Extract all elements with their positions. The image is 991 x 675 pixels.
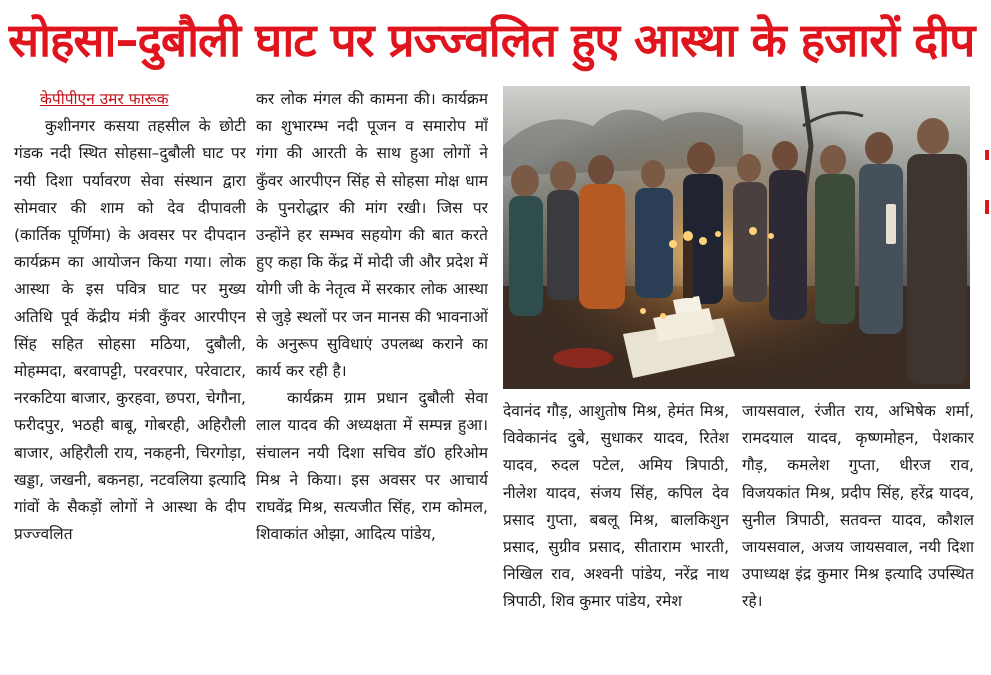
column-2-paragraph-2: कार्यक्रम ग्राम प्रधान दुबौली सेवा लाल यादव की अध्यक्षता में सम्पन्न हुआ। संचालन नयी दिशा सचिव डॉ0 हरिओम मिश्र ने किया। इस अवसर पर आचार्य राघवेंद्र मिश्र, सत्यजीत सिंह, राम कोमल, शिवाकांत ओझा, आदित्य पांडेय, bbox=[256, 389, 488, 544]
column-2-paragraph-1: कर लोक मंगल की कामना की। कार्यक्रम का शुभारम्भ नदी पूजन व समारोप माँ गंगा की आरती के साथ हुआ लोगों ने कुँवर आरपीएन सिंह से सोहसा मोक्ष धाम के पुनरोद्धार की मांग रखी। जिस पर उन्होंने हर सम्भव सहयोग की बात करते हुए कहा कि केंद्र में मोदी जी और प्रदेश में योगी जी के नेतृत्व में सरकार लोक आस्था से जुड़े स्थलों पर जन मानस की भावनाओं के अनुरूप सुविधाएं उपलब्ध कराने का कार्य कर रही है। bbox=[256, 90, 488, 381]
column-4-text: जायसवाल, रंजीत राय, अभिषेक शर्मा, रामदयाल यादव, कृष्णमोहन, पेशकार गौड़, कमलेश गुप्ता, धीरज राव, विजयकांत मिश्र, प्रदीप सिंह, हरेंद्र यादव, सुनील त्रिपाठी, सतवन्त यादव, कौशल जायसवाल, अजय जायसवाल, नयी दिशा उपाध्यक्ष इंद्र कुमार मिश्र इत्यादि उपस्थित रहे। bbox=[742, 402, 974, 611]
column-3-text: देवानंद गौड़, आशुतोष मिश्र, हेमंत मिश्र, विवेकानंद दुबे, सुधाकर यादव, रितेश यादव, रुदल पटेल, अमिय त्रिपाठी, नीलेश यादव, संजय सिंह, कपिल देव प्रसाद गुप्ता, बबलू मिश्र, बालकिशुन प्रसाद, सुग्रीव प्रसाद, सीताराम भारती, निखिल राव, अश्वनी पांडेय, नरेंद्र नाथ त्रिपाठी, शिव कुमार पांडेय, रमेश bbox=[503, 402, 729, 611]
photo-ceremony-illustration bbox=[503, 86, 970, 389]
article-column-2 bbox=[256, 86, 488, 674]
article-column-3 bbox=[503, 398, 729, 674]
news-photo bbox=[503, 86, 970, 389]
headline: सोहसा–दुबौली घाट पर प्रज्ज्वलित हुए आस्था के हजारों दीप bbox=[8, 13, 975, 67]
byline: केपीपीएन उमर फारूक bbox=[40, 90, 169, 108]
edge-color-mark bbox=[985, 150, 989, 160]
article-column-4 bbox=[742, 398, 974, 674]
column-1-text: कुशीनगर कसया तहसील के छोटी गंडक नदी स्थित सोहसा–दुबौली घाट पर नयी दिशा पर्यावरण सेवा संस्थान द्वारा सोमवार की शाम को देव दीपावली (कार्तिक पूर्णिमा) के अवसर पर दीपदान कार्यक्रम का आयोजन किया गया। लोक आस्था के इस पवित्र घाट पर मुख्य अतिथि पूर्व केंद्रीय मंत्री कुँवर आरपीएन सिंह सहित सोहसा मठिया, दुबौली, मोहम्मदा, बरवापट्टी, परवरपार, परेवाटार, नरकटिया बाजार, कुरहवा, छपरा, चेगौना, फरीदपुर, भठही बाबू, गोबरही, अहिरौली बाजार, अहिरौली राय, नकहनी, चिरगोड़ा, खड्डा, जखनी, बकनहा, नटवलिया इत्यादि गांवों के सैकड़ों लोगों ने आस्था के दीप प्रज्ज्वलित bbox=[14, 117, 246, 544]
article-column-1 bbox=[14, 86, 246, 674]
edge-color-mark bbox=[985, 200, 989, 214]
